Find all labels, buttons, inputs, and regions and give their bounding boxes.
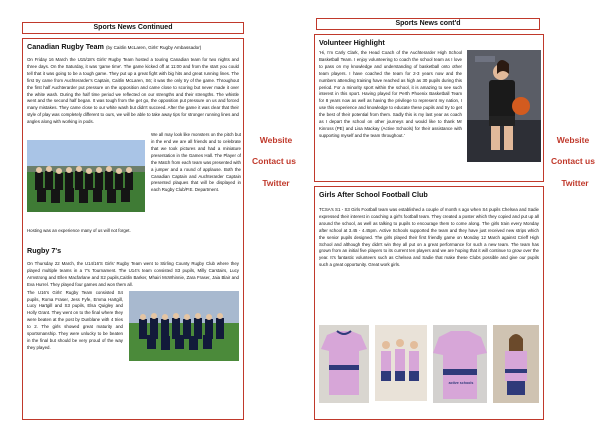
football-girl-photo bbox=[493, 325, 539, 403]
rugby-article-byline: (by Caitlin McLaren, Girls' Rugby Ambassador) bbox=[105, 45, 202, 50]
left-website-link[interactable]: Website bbox=[259, 135, 293, 145]
volunteer-photo bbox=[467, 50, 541, 162]
football-girl-photo-art bbox=[493, 325, 539, 403]
rugby-article-section2 bbox=[27, 132, 239, 220]
sevens-article-para2: The U16's Girls' Rugby Team consisted S4 pupils, Roma Fraser, Jess Fyfe, Emma Hartgill, Lucy Hartgill and S3 pupils, Elsa Quigley and Holly Grant. They went on to the final where they were beaten at the post by Dunblane with 4 tries to 2. The girls showed great maturity and sportsmanship. They were unlucky to be beaten in the final but should be very proud of the way they played. bbox=[27, 289, 123, 350]
volunteer-para1: 'Hi, I'm Carly Clark, the Head Coach of the Auchterarder High School Basketball Team. I enjoy volunteering to coach the school team as I love to pass on my knowledge and understanding of basketball onto other team players. I have coached the team for 2-3 years now and the numbers attending training have reached as high as 30 pupils during this period. For a minority sport within the school, it is amazing to see such interest in this sport. Having played for Perth Phoenix Basketball Team for 8 years now as well as having the privilege to represent my nation, I use this experience and knowledge to educate these pupils and try to get the best of their potential from them. Sadly this is my last year as coach as I depart the school on other journeys and would like to thank Mr Kinross (PE) and Lisa Mackay (Active Schools) for their assistance with supporting myself and the team throughout.' bbox=[319, 50, 462, 138]
rugby-article-para1: On Friday 16 March the U15/18's Girls' Rugby Team hosted a touring Canadian team for two nights and three days. On the Saturday, it was 'game time'. The game kicked off at 11:00 and from the start you could tell that it was going to be a tough game. They put up a great fight with big hits and great running lines. The first try came from Auchterarder's Captain, Caitlin McLaren, S6; it was the only try of the game. Throughout the first half Auchterarder put pressure on the opposition and came close to scoring but never made it over the white wash. During the half time period we reflected on our strengths and their strengths. The whistle went and the second half began. It was tough from the get go, the opposition put pressure on us and forced many mistakes. They came close to our white wash but didn't succeed. After the game it was clear that their style of play was completely different to ours, we will be able to take away tips for stronger running lines and angles along with working in pods. bbox=[27, 57, 239, 125]
volunteer-photo-art bbox=[467, 50, 541, 162]
right-page-header: Sports News cont'd bbox=[316, 18, 540, 30]
football-team-photo bbox=[375, 325, 427, 401]
football-title: Girls After School Football Club bbox=[319, 190, 428, 199]
football-para1: TCSA's S1 - S3 Girls Football team was established a couple of month s ago when S4 pupils Chelsea and Sadie expressed their interest in coaching a girl's football team. They created a poster which they copied and put up all around the school, as well as talking to pupils to encourage them to come along. The girls train every Monday after school at 3.45 - 4.45pm. Active Schools supported the team and they have just received new strips which the senior pupils designed. The girls played their first friendly game on Monday 12 March against Crieff High School and although they didn't win they all put on a great performance for such a new team. The team has grown from an initial five players to its current ten players and we are hoping that it will continue to grow over the year. It's fantastic volunteers such as Chelsea and Sadie that make these Clubs possible and give our pupils such a great opportunity. Great work girls. bbox=[319, 207, 539, 268]
football-photos bbox=[319, 325, 541, 417]
right-twitter-link[interactable]: Twitter bbox=[561, 178, 589, 188]
volunteer-body bbox=[319, 50, 539, 140]
sevens-team-photo-art bbox=[129, 291, 239, 361]
football-team-photo-art bbox=[375, 325, 427, 401]
rugby-article-heading bbox=[27, 42, 239, 51]
sevens-article-section2 bbox=[27, 289, 239, 389]
left-page-header: Sports News Continued bbox=[22, 22, 244, 34]
left-contact-link[interactable]: Contact us bbox=[252, 156, 296, 166]
rugby-team-photo-art bbox=[27, 140, 145, 212]
volunteer-title: Volunteer Highlight bbox=[319, 38, 385, 47]
right-website-link[interactable]: Website bbox=[556, 135, 590, 145]
shirt-front-art bbox=[319, 325, 369, 403]
right-contact-link[interactable]: Contact us bbox=[551, 156, 595, 166]
football-shirt-front-photo bbox=[319, 325, 369, 403]
rugby-article-para2: We all may look like monsters on the pitch but in the end we are all friends and to celebrate that we took pictures and had a miniature presentation in the Games Hall. The Player of the Match from each team was presented with a jumper and a round of applause. Both the Canadian Captain and Auchterarder Captain presented plaques that will be displayed in each Rugby Club/P.E. Department. bbox=[151, 132, 241, 193]
football-shirt-back-photo bbox=[433, 325, 487, 403]
left-twitter-link[interactable]: Twitter bbox=[262, 178, 290, 188]
sevens-article-title: Rugby 7's bbox=[27, 245, 62, 255]
volunteer-panel bbox=[314, 34, 544, 182]
shirt-back-art bbox=[433, 325, 487, 403]
rugby-article-panel bbox=[22, 38, 244, 420]
rugby-article-title: Canadian Rugby Team bbox=[27, 42, 104, 51]
football-panel bbox=[314, 186, 544, 420]
rugby-team-photo bbox=[27, 140, 145, 212]
rugby-article-para3: Hosting was an experience many of us will not forget. bbox=[27, 228, 131, 234]
shirt-brand-text: active schools bbox=[448, 381, 474, 385]
sevens-article-para1: On Thursday 22 March, the U14/16'S Girls' Rugby Team went to Stirling County Rugby Club where they played multiple teams in a 7's Tournament. The U14's team consisted S3 pupils, Milly Carstairs, Lucy Armstrong and Ellen Macfarlane and S2 pupils,Caitlin Barker, Mhairi McWhinnie, Zara Fraser, Jaia Blair and Eva Hurrel. They played four games and won them all. bbox=[27, 260, 239, 287]
sevens-team-photo bbox=[129, 291, 239, 361]
